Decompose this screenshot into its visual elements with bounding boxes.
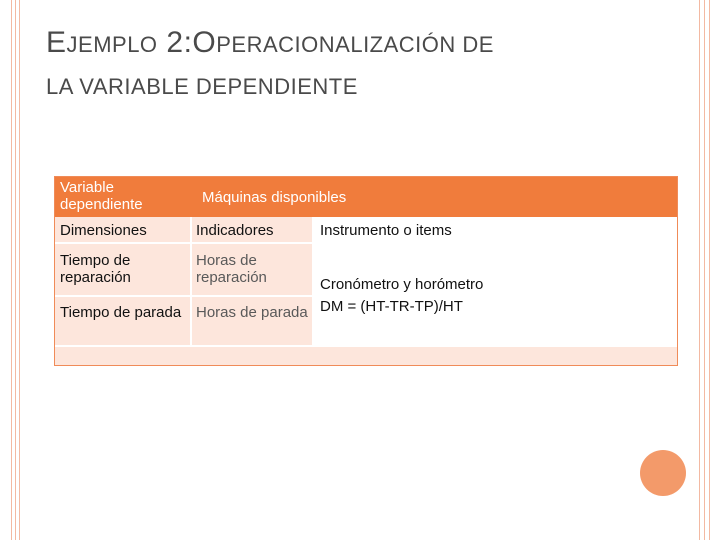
instrument-line-2: DM = (HT-TR-TP)/HT — [320, 298, 463, 315]
column-header-dimensiones: Dimensiones — [55, 217, 190, 242]
table-row-2-dimension: Tiempo de parada — [55, 297, 190, 345]
decor-circle — [640, 450, 686, 496]
table-header-label: Variable dependiente — [55, 177, 192, 217]
decor-line-left-3 — [19, 0, 20, 540]
instrument-line-1: Cronómetro y horómetro — [320, 276, 484, 293]
table-instrument-cell — [314, 244, 677, 345]
slide-title-line2: LA VARIABLE DEPENDIENTE — [46, 74, 358, 99]
table-row-1-indicator: Horas de reparación — [192, 244, 312, 295]
table-empty-row — [55, 347, 677, 365]
column-header-indicadores: Indicadores — [192, 217, 312, 242]
table-row-2-indicator: Horas de parada — [192, 297, 312, 345]
decor-line-right-3 — [709, 0, 710, 540]
column-header-instrumento: Instrumento o items — [320, 222, 452, 239]
table-header-value: Máquinas disponibles — [192, 177, 677, 217]
table-row-1-dimension: Tiempo de reparación — [55, 244, 190, 295]
slide-title-line1: EJEMPLO 2:OPERACIONALIZACIÓN DE — [46, 26, 494, 59]
decor-line-left-1 — [11, 0, 12, 540]
decor-line-right-1 — [699, 0, 700, 540]
decor-line-left-2 — [15, 0, 16, 540]
decor-line-right-2 — [704, 0, 705, 540]
